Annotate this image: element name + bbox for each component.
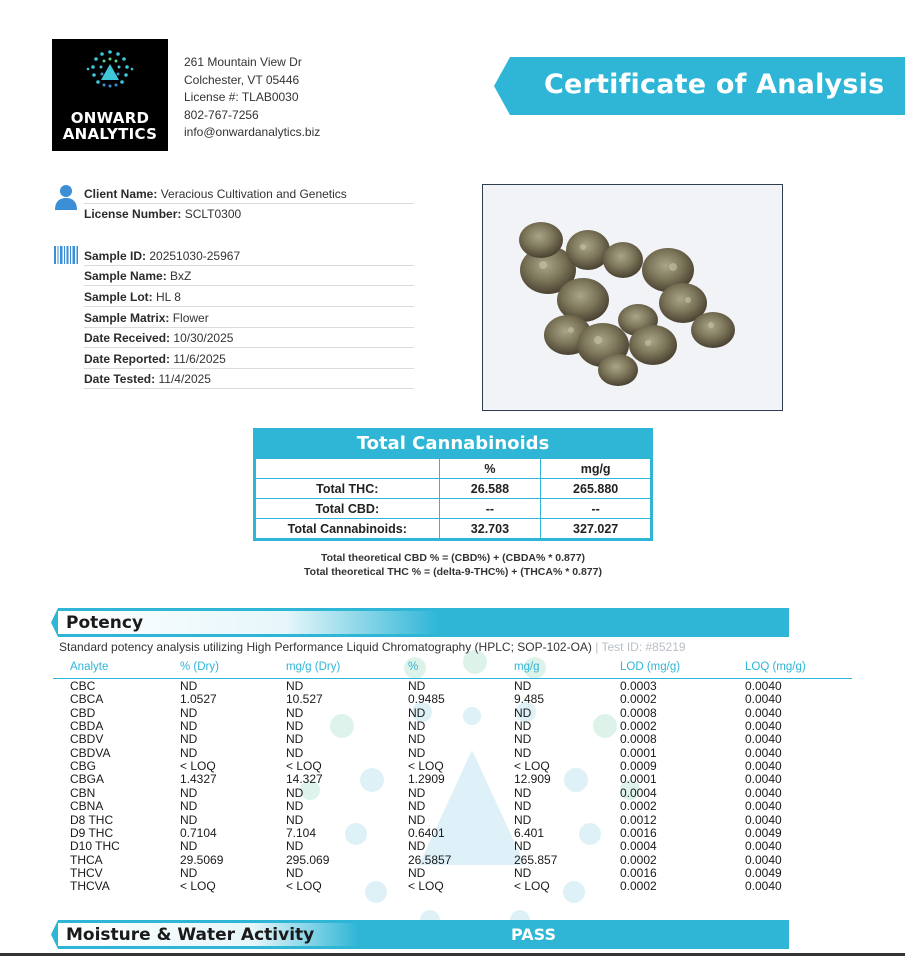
potency-cell-analyte: THCV	[70, 865, 103, 880]
potency-cell-mg: < LOQ	[514, 759, 550, 774]
potency-cell-analyte: D8 THC	[70, 812, 114, 827]
potency-test-id: | Test ID: #85219	[595, 640, 686, 654]
potency-cell-pct-dry: ND	[180, 732, 198, 747]
potency-col-mg: mg/g	[514, 661, 540, 673]
potency-cell-mg-dry: < LOQ	[286, 759, 322, 774]
potency-cell-pct-dry: ND	[180, 705, 198, 720]
date-reported-row	[84, 349, 414, 369]
potency-cell-lod: 0.0008	[620, 705, 657, 720]
client-name-value: Veracious Cultivation and Genetics	[160, 187, 347, 201]
potency-cell-mg-dry: ND	[286, 705, 304, 720]
potency-cell-mg: ND	[514, 865, 532, 880]
sample-matrix-row	[84, 308, 414, 328]
potency-section-title: Potency	[66, 613, 144, 633]
potency-header-divider	[53, 678, 852, 679]
potency-cell-lod: 0.0008	[620, 732, 657, 747]
potency-method-text	[59, 640, 686, 654]
potency-cell-loq: 0.0040	[745, 745, 782, 760]
tc-row-total-cannabinoids	[256, 519, 651, 539]
potency-cell-mg: ND	[514, 812, 532, 827]
potency-cell-lod: 0.0012	[620, 812, 657, 827]
potency-cell-lod: 0.0004	[620, 785, 657, 800]
potency-row	[0, 814, 905, 827]
potency-cell-loq: 0.0040	[745, 852, 782, 867]
potency-cell-pct: ND	[408, 719, 426, 734]
potency-row	[0, 880, 905, 893]
potency-cell-loq: 0.0040	[745, 719, 782, 734]
potency-cell-pct: ND	[408, 732, 426, 747]
sample-matrix-value: Flower	[172, 311, 209, 325]
total-cannabinoids-header-row	[256, 459, 651, 479]
potency-cell-analyte: CBDVA	[70, 745, 111, 760]
tc-pct: 26.588	[439, 479, 541, 499]
tc-label: Total CBD:	[256, 499, 440, 519]
potency-cell-analyte: D9 THC	[70, 825, 114, 840]
sample-lot-value: HL 8	[156, 290, 181, 304]
date-reported-label: Date Reported:	[84, 352, 171, 366]
potency-cell-loq: 0.0040	[745, 759, 782, 774]
potency-cell-mg-dry: ND	[286, 679, 304, 693]
potency-cell-pct-dry: ND	[180, 785, 198, 800]
potency-col-mg-dry: mg/g (Dry)	[286, 661, 341, 673]
potency-cell-pct: ND	[408, 865, 426, 880]
lab-address-block	[184, 54, 320, 142]
potency-cell-lod: 0.0001	[620, 745, 657, 760]
potency-cell-pct-dry: 1.4327	[180, 772, 217, 787]
lab-license: License #: TLAB0030	[184, 90, 299, 105]
potency-cell-pct-dry: ND	[180, 799, 198, 814]
potency-cell-loq: 0.0040	[745, 732, 782, 747]
potency-cell-mg: ND	[514, 799, 532, 814]
potency-cell-pct: ND	[408, 745, 426, 760]
potency-cell-analyte: D10 THC	[70, 839, 120, 854]
logo-text-onward: ONWARD	[70, 109, 150, 127]
potency-cell-analyte: CBDV	[70, 732, 104, 747]
company-logo	[52, 39, 168, 151]
potency-cell-loq: 0.0040	[745, 799, 782, 814]
potency-row	[0, 773, 905, 786]
potency-cell-pct: 1.2909	[408, 772, 445, 787]
potency-cell-lod: 0.0016	[620, 865, 657, 880]
lab-street: 261 Mountain View Dr	[184, 55, 302, 69]
potency-cell-analyte: CBGA	[70, 772, 105, 787]
potency-col-pct: %	[408, 661, 419, 673]
potency-cell-analyte: THCA	[70, 852, 103, 867]
potency-cell-lod: 0.0002	[620, 852, 657, 867]
sample-name-row	[84, 266, 414, 286]
lab-email[interactable]: info@onwardanalytics.biz	[184, 125, 321, 140]
potency-cell-loq: 0.0040	[745, 879, 782, 894]
formula-thc: Total theoretical THC % = (delta-9-THC%) + (THCA% * 0.877)	[304, 566, 602, 578]
potency-cell-mg-dry: ND	[286, 865, 304, 880]
potency-cell-mg: ND	[514, 839, 532, 854]
client-license-value: SCLT0300	[184, 207, 242, 221]
potency-cell-mg-dry: ND	[286, 785, 304, 800]
potency-cell-loq: 0.0040	[745, 705, 782, 720]
formula-cbd: Total theoretical CBD % = (CBD%) + (CBDA% * 0.877)	[320, 552, 586, 564]
potency-cell-loq: 0.0040	[745, 839, 782, 854]
potency-col-loq: LOQ (mg/g)	[745, 661, 806, 673]
potency-cell-loq: 0.0040	[745, 679, 782, 693]
tc-pct: --	[439, 499, 541, 519]
potency-cell-pct-dry: ND	[180, 865, 198, 880]
date-tested-row	[84, 369, 414, 389]
potency-cell-pct-dry: 0.7104	[180, 825, 217, 840]
potency-cell-lod: 0.0009	[620, 759, 657, 774]
potency-cell-analyte: CBNA	[70, 799, 104, 814]
potency-cell-pct-dry: ND	[180, 745, 198, 760]
sample-id-row	[84, 246, 414, 266]
potency-cell-pct: ND	[408, 679, 426, 693]
potency-cell-analyte: CBC	[70, 679, 96, 693]
potency-cell-pct: ND	[408, 799, 426, 814]
potency-cell-mg-dry: ND	[286, 719, 304, 734]
tc-mg: 327.027	[541, 519, 651, 539]
potency-method: Standard potency analysis utilizing High Performance Liquid Chromatography (HPLC; SOP-102-OA)	[59, 640, 592, 654]
potency-cell-mg: ND	[514, 679, 532, 693]
potency-cell-pct-dry: 1.0527	[180, 692, 217, 707]
potency-cell-mg-dry: ND	[286, 799, 304, 814]
potency-cell-loq: 0.0040	[745, 692, 782, 707]
potency-cell-pct: < LOQ	[408, 759, 444, 774]
potency-cell-mg: 6.401	[514, 825, 545, 840]
tc-header-mg: mg/g	[541, 459, 651, 479]
date-reported-value: 11/6/2025	[173, 352, 226, 366]
client-license-row	[84, 204, 414, 224]
potency-cell-mg: ND	[514, 745, 532, 760]
potency-cell-pct-dry: 29.5069	[180, 852, 224, 867]
client-name-row	[84, 184, 414, 204]
date-tested-value: 11/4/2025	[158, 372, 211, 386]
barcode-icon	[54, 246, 78, 269]
client-license-label: License Number:	[84, 207, 182, 221]
potency-col-pct-dry: % (Dry)	[180, 661, 219, 673]
sample-id-label: Sample ID:	[84, 249, 147, 263]
potency-cell-mg: < LOQ	[514, 879, 550, 894]
date-received-label: Date Received:	[84, 331, 171, 345]
potency-cell-pct: 0.6401	[408, 825, 445, 840]
potency-cell-loq: 0.0040	[745, 785, 782, 800]
potency-cell-mg-dry: ND	[286, 839, 304, 854]
potency-cell-pct-dry: < LOQ	[180, 759, 216, 774]
sample-photo	[482, 184, 783, 411]
potency-cell-lod: 0.0004	[620, 839, 657, 854]
potency-cell-analyte: CBD	[70, 705, 96, 720]
tc-row-total-thc	[256, 479, 651, 499]
potency-cell-analyte: CBG	[70, 759, 97, 774]
potency-cell-analyte: CBN	[70, 785, 96, 800]
potency-cell-loq: 0.0049	[745, 825, 782, 840]
date-tested-label: Date Tested:	[84, 372, 156, 386]
potency-cell-analyte: CBDA	[70, 719, 104, 734]
potency-cell-pct: ND	[408, 785, 426, 800]
moisture-result-badge: PASS	[511, 925, 556, 944]
potency-cell-mg-dry: ND	[286, 732, 304, 747]
potency-cell-mg: 12.909	[514, 772, 551, 787]
moisture-section-title: Moisture & Water Activity	[66, 925, 315, 945]
potency-col-lod: LOD (mg/g)	[620, 661, 681, 673]
total-cannabinoids-table	[253, 428, 653, 541]
sample-matrix-label: Sample Matrix:	[84, 311, 170, 325]
tc-label: Total Cannabinoids:	[256, 519, 440, 539]
potency-cell-mg-dry: ND	[286, 745, 304, 760]
date-received-row	[84, 328, 414, 348]
potency-cell-pct-dry: < LOQ	[180, 879, 216, 894]
potency-cell-mg-dry: 14.327	[286, 772, 323, 787]
potency-cell-loq: 0.0040	[745, 772, 782, 787]
potency-row	[0, 800, 905, 813]
potency-col-analyte: Analyte	[70, 661, 109, 673]
tc-header-blank	[256, 459, 440, 479]
potency-cell-mg: ND	[514, 705, 532, 720]
sample-lot-label: Sample Lot:	[84, 290, 153, 304]
lab-phone: 802-767-7256	[184, 107, 259, 122]
potency-cell-loq: 0.0040	[745, 812, 782, 827]
logo-text-analytics: ANALYTICS	[62, 125, 158, 143]
tc-label: Total THC:	[256, 479, 440, 499]
potency-cell-mg-dry: < LOQ	[286, 879, 322, 894]
potency-cell-mg: ND	[514, 785, 532, 800]
potency-cell-pct: 26.5857	[408, 852, 452, 867]
potency-cell-pct: 0.9485	[408, 692, 445, 707]
page-title: Certificate of Analysis	[544, 69, 885, 100]
potency-cell-lod: 0.0001	[620, 772, 657, 787]
potency-cell-analyte: THCVA	[70, 879, 110, 894]
potency-cell-pct: ND	[408, 839, 426, 854]
potency-cell-pct: < LOQ	[408, 879, 444, 894]
potency-cell-lod: 0.0003	[620, 679, 657, 693]
potency-cell-mg-dry: 10.527	[286, 692, 323, 707]
tc-pct: 32.703	[439, 519, 541, 539]
lab-city: Colchester, VT 05446	[184, 72, 300, 87]
total-cannabinoids-title: Total Cannabinoids	[255, 430, 651, 458]
potency-cell-mg-dry: 7.104	[286, 825, 317, 840]
potency-cell-mg: 265.857	[514, 852, 558, 867]
potency-cell-lod: 0.0002	[620, 879, 657, 894]
potency-cell-pct-dry: ND	[180, 719, 198, 734]
potency-row	[0, 693, 905, 706]
tc-header-pct: %	[439, 459, 541, 479]
potency-cell-mg: ND	[514, 732, 532, 747]
potency-cell-lod: 0.0002	[620, 799, 657, 814]
potency-cell-mg: 9.485	[514, 692, 545, 707]
date-received-value: 10/30/2025	[173, 331, 234, 345]
potency-cell-lod: 0.0002	[620, 692, 657, 707]
potency-cell-mg-dry: ND	[286, 812, 304, 827]
sample-name-value: BxZ	[170, 269, 192, 283]
client-name-label: Client Name:	[84, 187, 158, 201]
potency-row	[0, 854, 905, 867]
potency-cell-mg: ND	[514, 719, 532, 734]
potency-cell-loq: 0.0049	[745, 865, 782, 880]
tc-mg: 265.880	[541, 479, 651, 499]
sample-id-value: 20251030-25967	[149, 249, 241, 263]
potency-row	[0, 733, 905, 746]
tc-row-total-cbd	[256, 499, 651, 519]
potency-cell-pct-dry: ND	[180, 679, 198, 693]
potency-cell-lod: 0.0016	[620, 825, 657, 840]
potency-cell-pct: ND	[408, 705, 426, 720]
potency-cell-pct-dry: ND	[180, 839, 198, 854]
sample-lot-row	[84, 287, 414, 307]
potency-cell-analyte: CBCA	[70, 692, 104, 707]
potency-cell-mg-dry: 295.069	[286, 852, 330, 867]
potency-cell-pct-dry: ND	[180, 812, 198, 827]
client-person-icon	[54, 184, 78, 215]
potency-cell-lod: 0.0002	[620, 719, 657, 734]
tc-mg: --	[541, 499, 651, 519]
sample-name-label: Sample Name:	[84, 269, 167, 283]
potency-row	[0, 840, 905, 853]
potency-cell-pct: ND	[408, 812, 426, 827]
